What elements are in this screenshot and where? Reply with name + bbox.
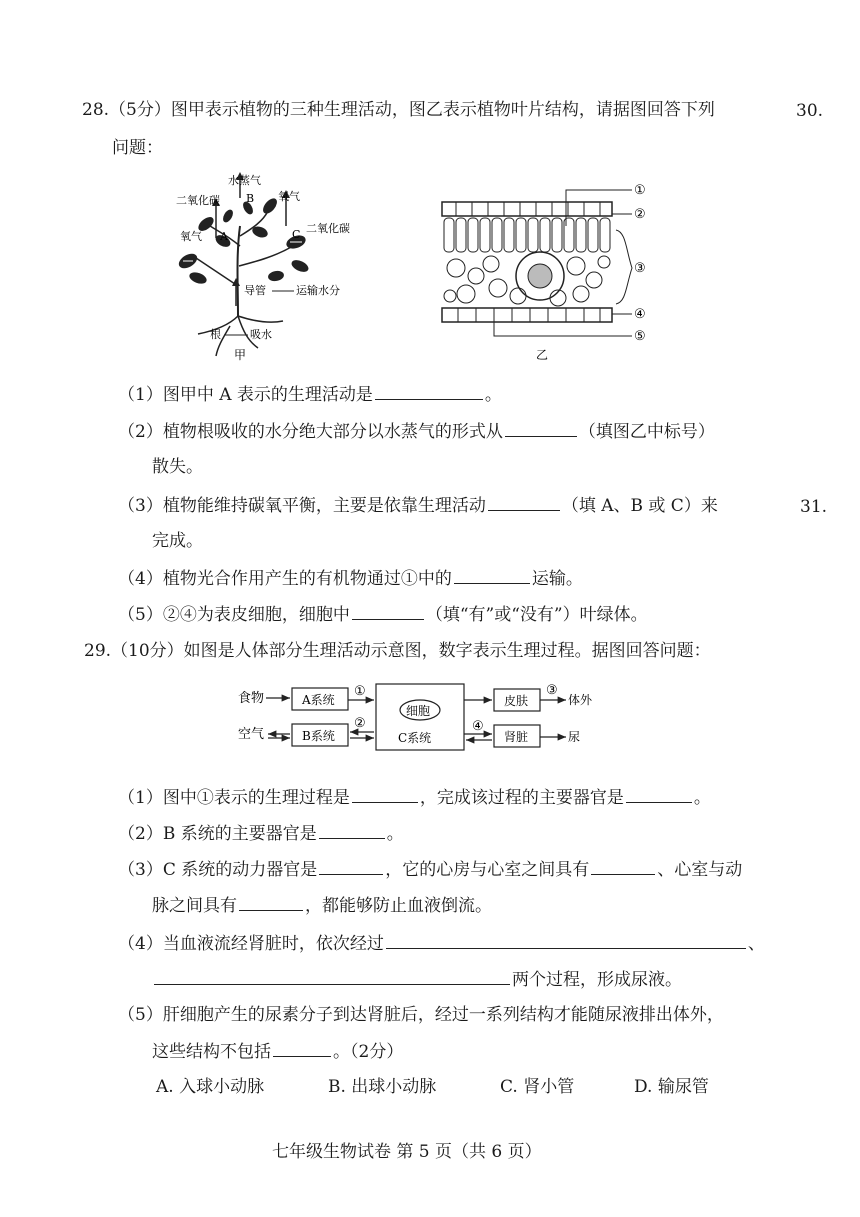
label-o2-right: 氧气 <box>278 190 300 203</box>
q29-sub3-end: 、心室与动 <box>657 860 743 880</box>
q28-sub5-text: （5）②④为表皮细胞，细胞中 <box>118 605 350 625</box>
q29-sub1 <box>118 786 711 809</box>
q28-sub5 <box>118 603 648 626</box>
label-cell: 细胞 <box>406 704 431 718</box>
q29-sub1-text: （1）图中①表示的生理过程是 <box>118 788 350 808</box>
mark-4: ④ <box>634 307 646 322</box>
q29-sub5-cont <box>152 1040 403 1063</box>
answer-blank[interactable] <box>319 822 385 839</box>
answer-blank[interactable] <box>352 786 418 803</box>
q29-sub1-mid: ，完成该过程的主要器官是 <box>419 788 624 808</box>
option-c[interactable]: C. 肾小管 <box>500 1077 575 1097</box>
answer-blank[interactable] <box>454 567 530 584</box>
q29-sub4-text: （4）当血液流经肾脏时，依次经过 <box>118 934 384 954</box>
answer-blank[interactable] <box>488 494 560 511</box>
q28-sub1-text: （1）图甲中 A 表示的生理活动是 <box>118 385 373 405</box>
q29-sub2-end: 。 <box>386 824 404 844</box>
q28-sub2-text: （2）植物根吸收的水分绝大部分以水蒸气的形式从 <box>118 422 503 442</box>
q29-sub3 <box>118 858 742 881</box>
q29-sub2 <box>118 822 404 845</box>
q28-sub4-text: （4）植物光合作用产生的有机物通过①中的 <box>118 569 452 589</box>
label-root: 根 <box>210 328 221 341</box>
label-sys-b: B系统 <box>302 729 335 743</box>
side-number-30: 30. <box>796 101 824 121</box>
answer-blank[interactable] <box>154 968 510 985</box>
q28-sub3-text: （3）植物能维持碳氧平衡，主要是依靠生理活动 <box>118 496 486 516</box>
q28-sub2 <box>118 420 715 443</box>
q29-sub3-cont <box>152 894 492 917</box>
label-co2-right: 二氧化碳 <box>306 222 350 235</box>
q29-sub4 <box>118 932 765 955</box>
num-1: ① <box>354 684 366 699</box>
label-c: C <box>292 228 301 241</box>
plant-figure-jia <box>168 166 368 366</box>
q28-sub4 <box>118 567 583 590</box>
option-a[interactable]: A. 入球小动脉 <box>156 1077 265 1097</box>
mark-3: ③ <box>634 261 646 276</box>
label-vapor: 水蒸气 <box>228 174 261 187</box>
mark-1: ① <box>634 183 646 198</box>
label-xylem-desc: 运输水分 <box>296 284 340 297</box>
mark-5: ⑤ <box>634 329 646 344</box>
q28-sub4-end: 运输。 <box>531 569 583 589</box>
label-a: A <box>220 230 228 243</box>
label-food: 食物 <box>238 691 265 706</box>
q29-sub5-cont-text: 这些结构不包括 <box>152 1042 271 1062</box>
num-4: ④ <box>472 719 484 734</box>
answer-blank[interactable] <box>273 1040 331 1057</box>
q29-sub3-cont-end: ，都能够防止血液倒流。 <box>305 896 492 916</box>
label-co2-left: 二氧化碳 <box>176 194 220 207</box>
label-air: 空气 <box>238 727 265 742</box>
label-b: B <box>246 192 255 205</box>
label-skin: 皮肤 <box>504 694 529 708</box>
answer-blank[interactable] <box>386 932 746 949</box>
human-systems-diagram <box>236 680 616 760</box>
q28-sub1 <box>118 383 502 406</box>
label-urine: 尿 <box>568 730 581 744</box>
answer-blank[interactable] <box>591 858 655 875</box>
label-sys-a: A系统 <box>302 693 335 707</box>
answer-blank[interactable] <box>375 383 483 400</box>
q29-sub5: （5）肝细胞产生的尿素分子到达肾脏后，经过一系列结构才能随尿液排出体外， <box>118 1005 724 1025</box>
label-xylem: 导管 <box>244 284 266 297</box>
q28-stem-line2: 问题： <box>112 138 163 158</box>
label-root-desc: 吸水 <box>250 328 272 341</box>
side-number-31: 31. <box>800 497 828 517</box>
answer-blank[interactable] <box>505 420 577 437</box>
num-3: ③ <box>546 683 558 698</box>
q29-sub5-cont-end: 。（2分） <box>333 1042 404 1062</box>
q29-stem: 29.（10分）如图是人体部分生理活动示意图，数字表示生理过程。据图回答问题： <box>84 641 711 661</box>
q29-sub3-text: （3）C 系统的动力器官是 <box>118 860 318 880</box>
label-o2-left: 氧气 <box>180 230 202 243</box>
leaf-section-figure-yi <box>436 176 666 366</box>
q28-stem-line1: 28.（5分）图甲表示植物的三种生理活动，图乙表示植物叶片结构，请据图回答下列 <box>82 100 715 120</box>
q28-sub2-end: （填图乙中标号） <box>578 422 715 442</box>
page-footer: 七年级生物试卷 第 5 页（共 6 页） <box>272 1142 542 1162</box>
q29-sub3-mid: ，它的心房与心室之间具有 <box>385 860 590 880</box>
q28-sub3-end: （填 A、B 或 C）来 <box>561 496 718 516</box>
q28-sub1-end: 。 <box>484 385 502 405</box>
answer-blank[interactable] <box>319 858 383 875</box>
q28-sub3 <box>118 494 718 517</box>
q29-sub4-end: 、 <box>747 934 765 954</box>
q28-sub2-cont: 散失。 <box>152 457 203 477</box>
label-sys-c: C系统 <box>398 731 432 745</box>
label-out-body: 体外 <box>568 693 593 707</box>
caption-jia: 甲 <box>234 348 247 362</box>
label-kidney: 肾脏 <box>504 730 529 744</box>
option-b[interactable]: B. 出球小动脉 <box>328 1077 437 1097</box>
q28-sub5-end: （填“有”或“没有”）叶绿体。 <box>425 605 648 625</box>
mark-2: ② <box>634 207 646 222</box>
caption-yi: 乙 <box>536 348 549 362</box>
answer-blank[interactable] <box>239 894 303 911</box>
q29-sub2-text: （2）B 系统的主要器官是 <box>118 824 317 844</box>
q29-sub4-cont-end: 两个过程，形成尿液。 <box>512 970 682 990</box>
q29-sub3-cont-text: 脉之间具有 <box>152 896 237 916</box>
option-d[interactable]: D. 输尿管 <box>634 1077 709 1097</box>
q29-sub4-cont <box>152 968 682 991</box>
answer-blank[interactable] <box>626 786 692 803</box>
answer-blank[interactable] <box>352 603 424 620</box>
num-2: ② <box>354 716 366 731</box>
q28-sub3-cont: 完成。 <box>152 531 203 551</box>
q29-sub1-end: 。 <box>693 788 711 808</box>
